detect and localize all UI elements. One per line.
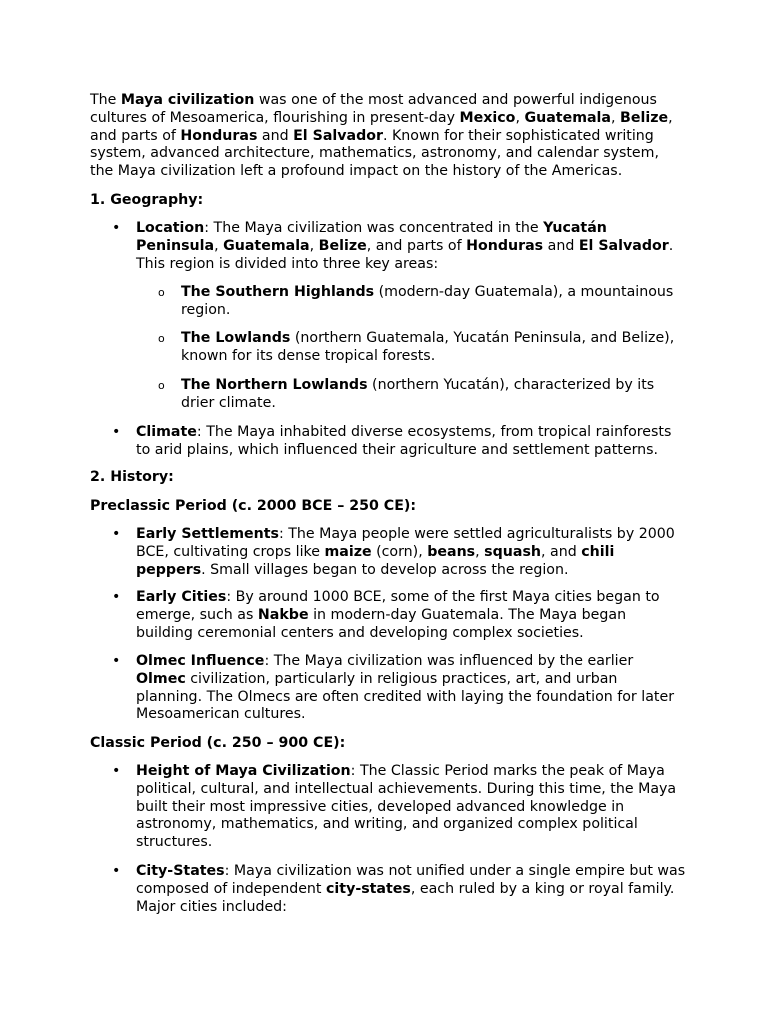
circle-bullet-icon: o: [158, 379, 165, 392]
list-item-city-states: • City-States: Maya civilization was not unified under a single empire but was composed of independent city-states, each ruled by a king or royal family. Major cities included:: [112, 863, 686, 915]
list-item-olmec-influence: • Olmec Influence: The Maya civilization was influenced by the earlier Olmec civilization, particularly in religious practices, art, and urban planning. The Olmecs are often credited with laying the foundation for later Mesoamerican cultures.: [112, 653, 675, 723]
list-item-climate: • Climate: The Maya inhabited diverse ecosystems, from tropical rainforests to arid plains, which influenced their agriculture and settlement patterns.: [112, 424, 672, 458]
list-item-early-settlements: • Early Settlements: The Maya people were settled agriculturalists by 2000 BCE, cultivating crops like maize (corn), beans, squash, and chili peppers. Small villages began to develop across the region.: [112, 526, 675, 578]
bullet-icon: •: [112, 424, 121, 440]
list-item-height-of-maya: • Height of Maya Civilization: The Classic Period marks the peak of Maya political, cultural, and intellectual achievements. During this time, the Maya built their most impressive cities, developed advanced knowledge in astronomy, mathematics, and writing, and organized complex political structures.: [112, 763, 677, 851]
intro-paragraph: The Maya civilization was one of the most advanced and powerful indigenous cultures of Mesoamerica, flourishing in present-day Mexico, Guatemala, Belize, and parts of Honduras and El Salvador. Known for their sophisticated writing system, advanced architecture, mathematics, astronomy, and calendar system, the Maya civilization left a profound impact on the history of the Americas.: [90, 92, 673, 180]
list-item-lowlands: o The Lowlands (northern Guatemala, Yucatán Peninsula, and Belize), known for its dense tropical forests.: [158, 330, 675, 364]
geography-heading: 1. Geography:: [90, 192, 204, 208]
history-heading: 2. History:: [90, 469, 174, 485]
bullet-icon: •: [112, 763, 121, 779]
classic-heading: Classic Period (c. 250 – 900 CE):: [90, 735, 346, 751]
circle-bullet-icon: o: [158, 286, 165, 299]
preclassic-heading: Preclassic Period (c. 2000 BCE – 250 CE):: [90, 498, 417, 514]
bullet-icon: •: [112, 220, 121, 236]
list-item-northern-lowlands: o The Northern Lowlands (northern Yucatán), characterized by its drier climate.: [158, 377, 655, 411]
location-text: Location: The Maya civilization was concentrated in the Yucatán Peninsula, Guatemala, Belize, and parts of Honduras and El Salvador. This region is divided into three key areas:: [136, 220, 674, 272]
list-item-southern-highlands: o The Southern Highlands (modern-day Guatemala), a mountainous region.: [158, 284, 674, 318]
circle-bullet-icon: o: [158, 332, 165, 345]
bullet-icon: •: [112, 653, 121, 669]
list-item-early-cities: • Early Cities: By around 1000 BCE, some of the first Maya cities began to emerge, such as Nakbe in modern-day Guatemala. The Maya began building ceremonial centers and developing complex societies.: [112, 589, 660, 641]
bullet-icon: •: [112, 526, 121, 542]
bullet-icon: •: [112, 863, 121, 879]
bullet-icon: •: [112, 589, 121, 605]
list-item-location: [112, 220, 687, 273]
